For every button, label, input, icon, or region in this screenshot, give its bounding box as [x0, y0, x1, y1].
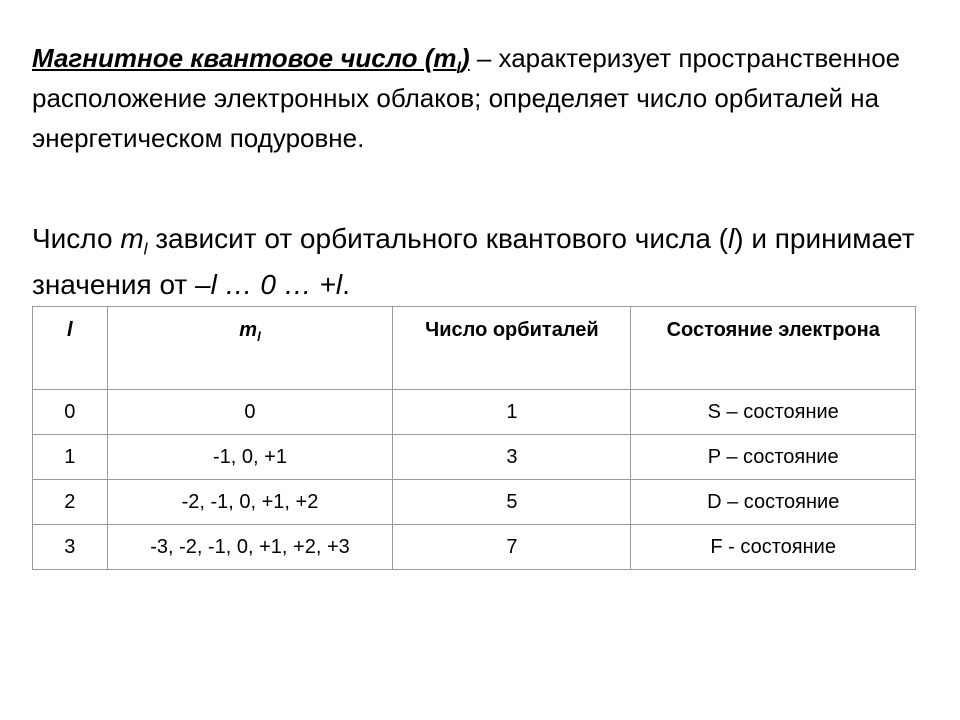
definition-paragraph [32, 38, 932, 158]
cell-state: F - состояние [631, 525, 916, 570]
cell-ml: -1, 0, +1 [107, 435, 393, 480]
cell-l: 2 [33, 480, 108, 525]
value-range: –l … 0 … +l [195, 269, 343, 300]
cell-l: 3 [33, 525, 108, 570]
definition-text: – характеризует пространственное расположение электронных облаков; определяет число орбиталей на энергетическом подуровне. [32, 43, 901, 153]
header-orbital-count: Число орбиталей [393, 307, 631, 390]
table-header-row [33, 307, 916, 390]
header-l: l [33, 307, 108, 390]
cell-state: P – состояние [631, 435, 916, 480]
cell-ml: -3, -2, -1, 0, +1, +2, +3 [107, 525, 393, 570]
cell-orbitals: 7 [393, 525, 631, 570]
table-row [33, 435, 916, 480]
header-ml: $m_l$ [107, 307, 393, 390]
cell-ml: -2, -1, 0, +1, +2 [107, 480, 393, 525]
cell-state: D – состояние [631, 480, 916, 525]
table-row [33, 480, 916, 525]
cell-orbitals: 1 [393, 390, 631, 435]
values-paragraph: Число $m_l$ зависит от орбитального квантового числа (l) и принимает значения от –l … 0 … +l. [32, 223, 915, 300]
cell-state: S – состояние [631, 390, 916, 435]
table-row [33, 525, 916, 570]
quantum-number-table [32, 306, 916, 570]
cell-orbitals: 3 [393, 435, 631, 480]
cell-orbitals: 5 [393, 480, 631, 525]
cell-l: 1 [33, 435, 108, 480]
term-magnetic-quantum-number: Магнитное квантовое число $(m_l)$ [32, 43, 470, 78]
table-row [33, 390, 916, 435]
cell-l: 0 [33, 390, 108, 435]
cell-ml: 0 [107, 390, 393, 435]
header-electron-state: Состояние электрона [631, 307, 916, 390]
